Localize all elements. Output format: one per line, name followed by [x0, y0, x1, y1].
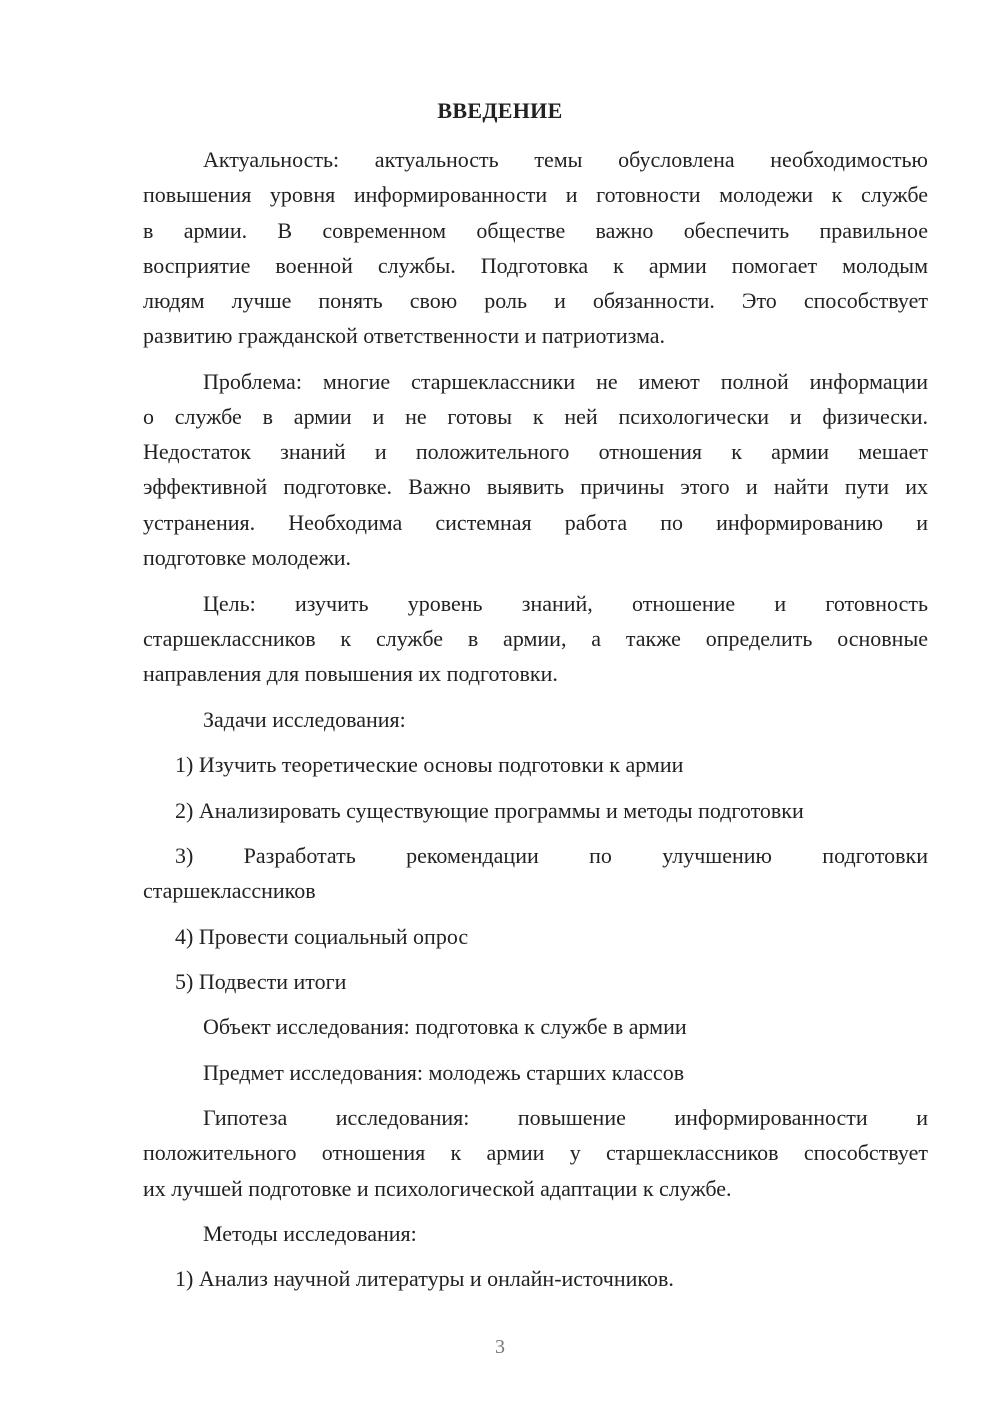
task-list-item: 2) Анализировать существующие программы и методы подготовки — [175, 798, 804, 823]
problem-paragraph-line: эффективной подготовке. Важно выявить причины этого и найти пути их — [143, 474, 928, 499]
hypothesis-paragraph-line: Гипотеза исследования: повышение информированности и — [203, 1105, 928, 1130]
task-list-item: 3) Разработать рекомендации по улучшению подготовки — [175, 843, 928, 868]
goal-paragraph-line: старшеклассников к службе в армии, а также определить основные — [143, 626, 928, 651]
problem-paragraph-line: Недостаток знаний и положительного отношения к армии мешает — [143, 439, 928, 464]
problem-paragraph-line: о службе в армии и не готовы к ней психологически и физически. — [143, 404, 928, 429]
task-list-item: 1) Изучить теоретические основы подготовки к армии — [175, 752, 684, 777]
relevance-paragraph-line: в армии. В современном обществе важно обеспечить правильное — [143, 218, 928, 243]
section-heading: ВВЕДЕНИЕ — [437, 98, 563, 123]
methods-heading: Методы исследования: — [203, 1221, 417, 1246]
relevance-paragraph-line: повышения уровня информированности и готовности молодежи к службе — [143, 182, 928, 207]
tasks-heading: Задачи исследования: — [203, 707, 406, 732]
research-object: Объект исследования: подготовка к службе в армии — [203, 1014, 687, 1039]
method-list-item: 1) Анализ научной литературы и онлайн-источников. — [175, 1266, 674, 1291]
problem-paragraph-line: Проблема: многие старшеклассники не имеют полной информации — [203, 369, 928, 394]
relevance-paragraph-line: людям лучше понять свою роль и обязанности. Это способствует — [143, 288, 928, 313]
problem-paragraph-line: подготовке молодежи. — [143, 545, 352, 570]
task-list-item-continuation: старшеклассников — [143, 878, 316, 903]
task-list-item: 5) Подвести итоги — [175, 969, 347, 994]
task-list-item: 4) Провести социальный опрос — [175, 924, 469, 949]
page-number: 3 — [495, 1336, 505, 1358]
relevance-paragraph-line: развитию гражданской ответственности и патриотизма. — [143, 323, 666, 348]
research-subject: Предмет исследования: молодежь старших классов — [203, 1060, 685, 1085]
hypothesis-paragraph-line: положительного отношения к армии у старшеклассников способствует — [143, 1140, 928, 1165]
hypothesis-paragraph-line: их лучшей подготовке и психологической адаптации к службе. — [143, 1176, 732, 1201]
goal-paragraph-line: Цель: изучить уровень знаний, отношение и готовность — [203, 591, 928, 616]
problem-paragraph-line: устранения. Необходима системная работа по информированию и — [143, 510, 928, 535]
relevance-paragraph-line: Актуальность: актуальность темы обусловлена необходимостью — [203, 147, 928, 172]
relevance-paragraph-line: восприятие военной службы. Подготовка к армии помогает молодым — [143, 253, 928, 278]
goal-paragraph-line: направления для повышения их подготовки. — [143, 661, 558, 686]
